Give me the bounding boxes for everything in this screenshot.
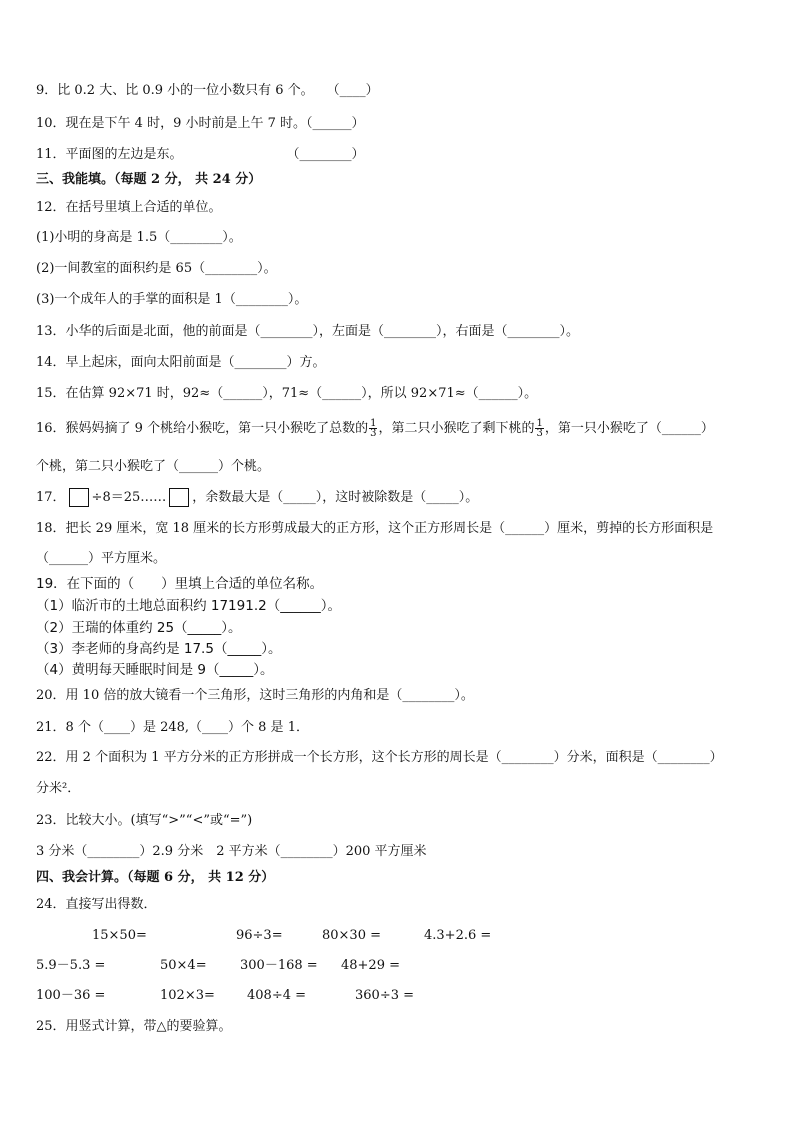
q17-text-b: ÷8＝25…… xyxy=(91,490,167,505)
q16-text-c: ，第一只小猴吃了（______） xyxy=(544,421,714,436)
q17-text-c: ，余数最大是（_____），这时被除数是（_____）。 xyxy=(192,490,479,505)
calc-r2-c4: 48+29 = xyxy=(341,958,401,973)
q16-text-b: ，第二只小猴吃了剩下桃的 xyxy=(378,421,535,436)
line-q9: 9．比 0.2 大、比 0.9 小的一位小数只有 6 个。 （____） xyxy=(36,83,379,98)
calc-r2-c1: 5.9－5.3 = xyxy=(36,958,106,973)
calc-r2-c2: 50×4= xyxy=(160,958,207,973)
line-q23-1: 3 分米（________）2.9 分米 2 平方米（________）200 平方厘米 xyxy=(36,844,427,859)
blank-box-dividend[interactable] xyxy=(69,488,89,507)
fraction-numerator: 1 xyxy=(370,418,377,429)
line-q18: 18．把长 29 厘米，宽 18 厘米的长方形剪成最大的正方形，这个正方形周长是（______）厘米，剪掉的长方形面积是 xyxy=(36,521,714,536)
line-q12: 12．在括号里填上合适的单位。 xyxy=(36,200,222,215)
q16-text-a: 16．猴妈妈摘了 9 个桃给小猴吃，第一只小猴吃了总数的 xyxy=(36,421,369,436)
line-q17 xyxy=(36,488,478,507)
blank-box-remainder[interactable] xyxy=(169,488,189,507)
calc-r3-c2: 102×3= xyxy=(160,988,215,1003)
line-q11: 11．平面图的左边是东。 （________） xyxy=(36,147,365,162)
line-q23: 23．比较大小。(填写“>”“<”或“=”) xyxy=(36,813,253,828)
fraction-denominator: 3 xyxy=(536,428,543,439)
calc-r1-c1: 15×50= xyxy=(92,928,147,943)
line-q19-3: （3）李老师的身高约是 17.5（_____）。 xyxy=(36,641,282,657)
line-q12-3: (3)一个成年人的手掌的面积是 1（________）。 xyxy=(36,292,308,307)
line-q25: 25．用竖式计算，带△的要验算。 xyxy=(36,1019,232,1034)
calc-r3-c1: 100－36 = xyxy=(36,988,106,1003)
line-q16 xyxy=(36,419,714,438)
line-q18-2: （______）平方厘米。 xyxy=(36,551,167,566)
line-q19-4: （4）黄明每天睡眠时间是 9（_____）。 xyxy=(36,662,274,678)
fraction-one-third xyxy=(369,419,377,438)
line-q21: 21．8 个（____）是 248,（____）个 8 是 1． xyxy=(36,720,309,735)
fraction-denominator: 3 xyxy=(370,428,377,439)
line-q10: 10．现在是下午 4 时，9 小时前是上午 7 时。（______） xyxy=(36,116,365,131)
line-q19-1: （1）临沂市的土地总面积约 17191.2（______）。 xyxy=(36,598,341,614)
line-q19-2: （2）王瑞的体重约 25（_____）。 xyxy=(36,620,242,636)
calc-r3-c4: 360÷3 = xyxy=(355,988,415,1003)
calc-r1-c4: 4.3+2.6 = xyxy=(424,928,492,943)
calc-r2-c3: 300－168 = xyxy=(240,958,318,973)
calc-r1-c2: 96÷3= xyxy=(236,928,283,943)
line-q19: 19．在下面的（ ）里填上合适的单位名称。 xyxy=(36,576,324,592)
q17-text-a: 17． xyxy=(36,490,66,505)
calc-r3-c3: 408÷4 = xyxy=(247,988,307,1003)
line-q22-2: 分米²． xyxy=(36,781,81,796)
line-q14: 14．早上起床，面向太阳前面是（________）方。 xyxy=(36,355,326,370)
line-q13: 13．小华的后面是北面，他的前面是（________），左面是（________），右面是（________）。 xyxy=(36,324,580,339)
fraction-one-third-2 xyxy=(535,419,543,438)
section-title-4: 四、我会计算。（每题 6 分， 共 12 分） xyxy=(36,870,275,885)
line-q12-1: (1)小明的身高是 1.5（________）。 xyxy=(36,230,242,245)
section-title-3: 三、我能填。（每题 2 分， 共 24 分） xyxy=(36,172,262,187)
line-q20: 20．用 10 倍的放大镜看一个三角形，这时三角形的内角和是（________）。 xyxy=(36,688,474,703)
fraction-numerator: 1 xyxy=(536,418,543,429)
line-q15: 15．在估算 92×71 时，92≈（______），71≈（______），所以 92×71≈（______）。 xyxy=(36,386,538,401)
line-q12-2: (2)一间教室的面积约是 65（________）。 xyxy=(36,261,277,276)
calc-r1-c3: 80×30 = xyxy=(322,928,382,943)
line-q24: 24．直接写出得数． xyxy=(36,897,157,912)
line-q16-2: 个桃，第二只小猴吃了（______）个桃。 xyxy=(36,459,271,474)
line-q22: 22．用 2 个面积为 1 平方分米的正方形拼成一个长方形，这个长方形的周长是（________）分米，面积是（________） xyxy=(36,750,723,765)
